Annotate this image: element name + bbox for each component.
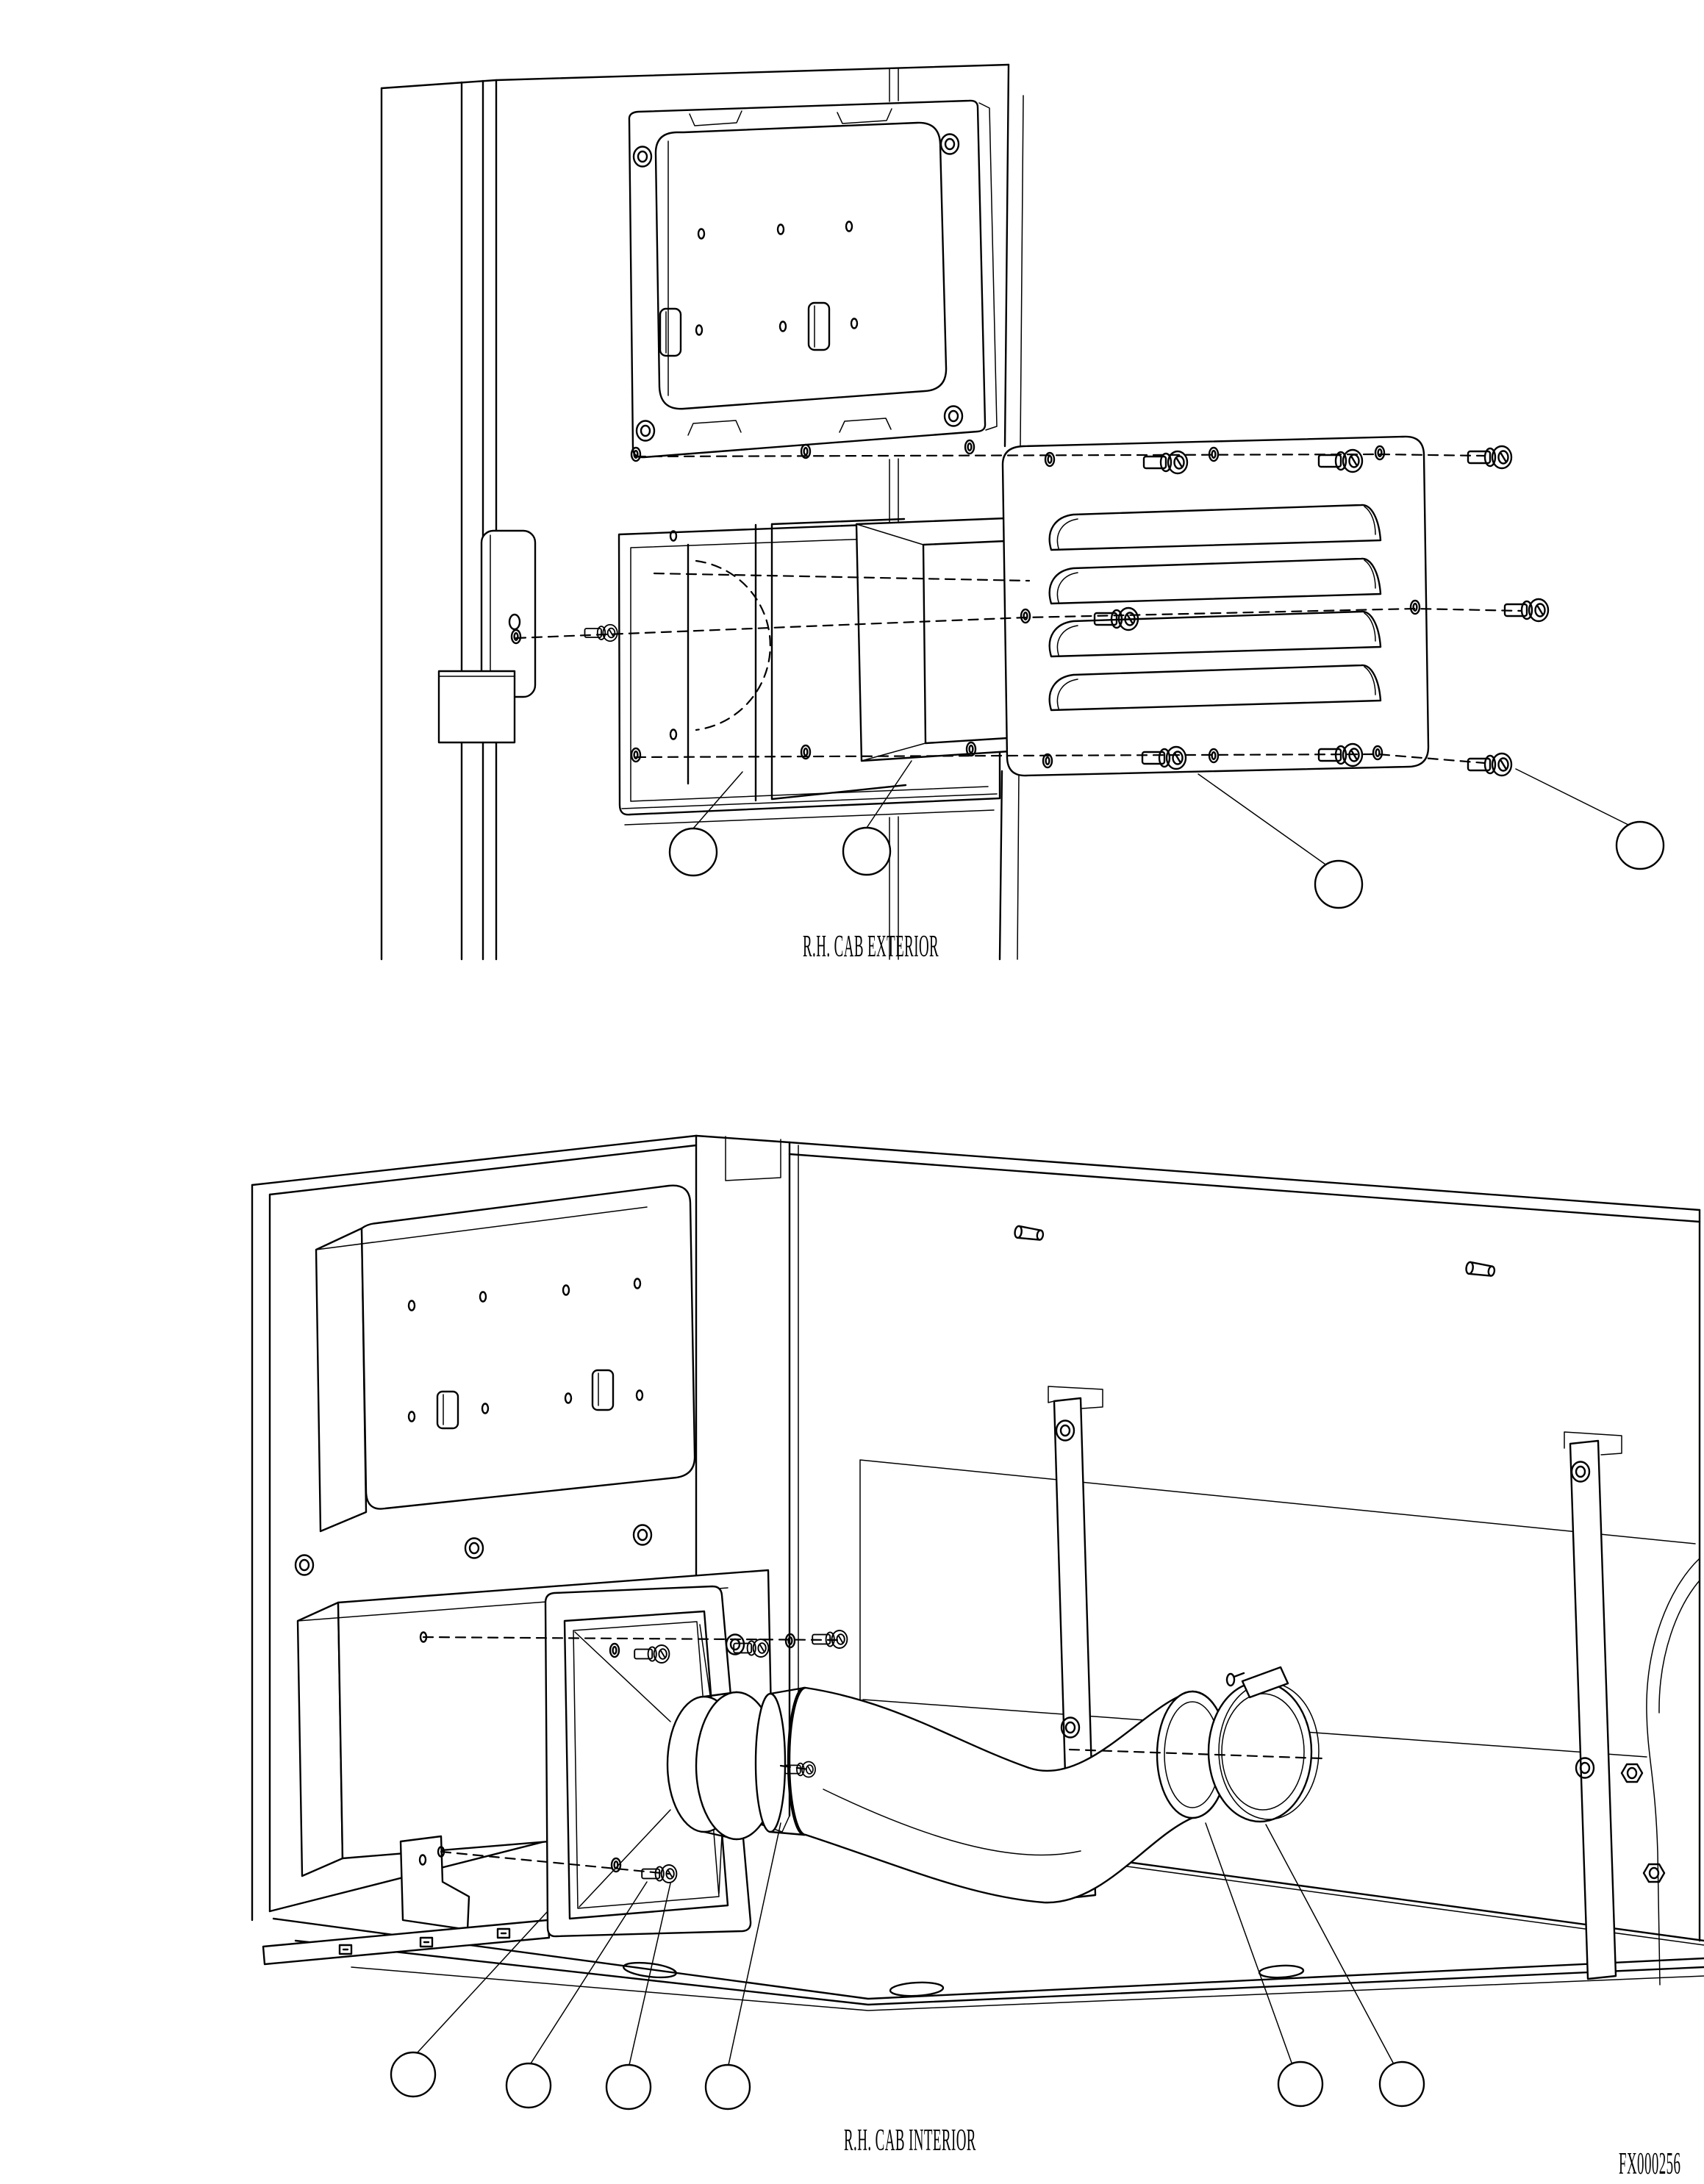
hex-nut (1644, 1864, 1664, 1882)
speaker-mount-panel (629, 101, 997, 457)
interior-upper-panel (316, 1186, 695, 1531)
callout-balloon (606, 2065, 651, 2109)
interior-figure (252, 1136, 1704, 2109)
hex-nut (1622, 1764, 1642, 1782)
vent-baffle-assembly (619, 518, 1010, 825)
wall-pin (1466, 1261, 1495, 1277)
door-hinge-block (439, 671, 515, 742)
mounting-screw-icon (1468, 753, 1511, 776)
interior-caption: R.H. CAB INTERIOR (844, 2124, 976, 2158)
wall-grommet (296, 1555, 313, 1575)
wall-strap (1564, 1432, 1622, 1979)
callout-balloon (1617, 822, 1664, 869)
louver-vent-panel (1003, 437, 1428, 776)
wall-grommet (465, 1539, 483, 1558)
drawing-code: FX000256 (1619, 2147, 1681, 2181)
wall-grommet (634, 1525, 651, 1545)
callout-balloon (506, 2063, 551, 2108)
mounting-screw-icon (1468, 446, 1511, 468)
callout-balloon (670, 828, 717, 876)
mounting-screw-icon (585, 625, 617, 642)
callout-balloon (1278, 2062, 1322, 2106)
callout-balloon (706, 2065, 750, 2109)
exterior-figure (382, 65, 1664, 959)
mounting-bracket (401, 1836, 469, 1930)
exterior-caption: R.H. CAB EXTERIOR (803, 930, 939, 964)
hose-clamp (1209, 1667, 1319, 1822)
callout-balloon (1315, 861, 1362, 908)
wall-pin (1014, 1225, 1044, 1241)
callout-balloon (1380, 2062, 1424, 2106)
duct-adapter-ring (856, 518, 1010, 761)
sill-rail (263, 1920, 549, 1964)
callout-balloon (843, 828, 890, 875)
floor-hole (1259, 1964, 1304, 1978)
callout-balloon (391, 2052, 435, 2097)
